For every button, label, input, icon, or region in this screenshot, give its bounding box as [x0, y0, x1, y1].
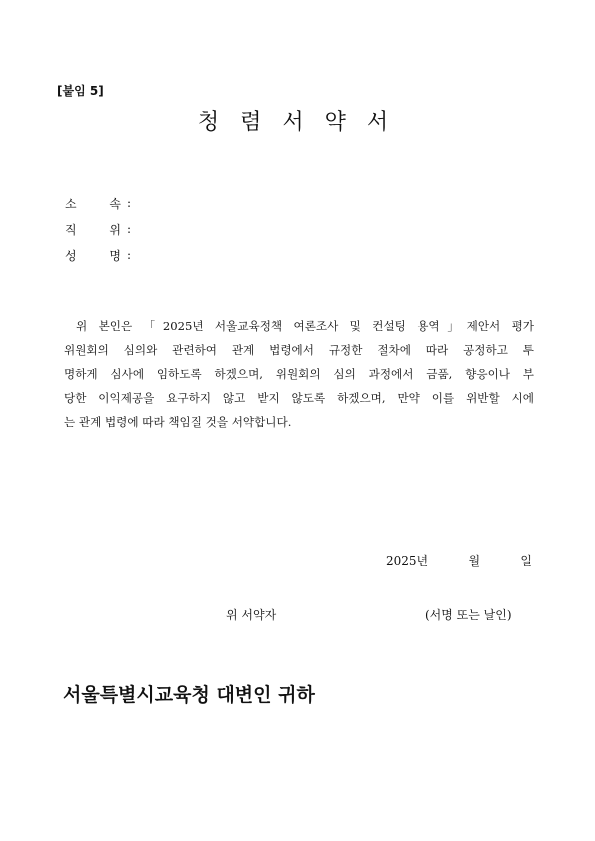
document-title: 청렴서약서 [197, 110, 410, 135]
pledge-line: 는 관계 법령에 따라 책임질 것을 서약합니다. [64, 415, 292, 429]
signer-label: 위 서약자 [226, 608, 277, 622]
field-position-colon: : [127, 222, 132, 236]
pledge-line: 명하게 심사에 임하도록 하겠으며, 위원회의 심의 과정에서 금품, 향응이나 부 [64, 367, 534, 381]
field-affiliation-label: 소 속 [65, 196, 121, 211]
date-day: 일 [520, 554, 532, 568]
date-year: 2025년 [386, 554, 429, 568]
field-affiliation [65, 190, 131, 216]
field-name-label: 성 명 [65, 248, 121, 263]
pledge-line: 위 본인은 「2025년 서울교육정책 여론조사 및 컨설팅 용역」제안서 평가 [76, 319, 534, 333]
field-position [65, 216, 131, 242]
signer-info-fields [65, 190, 131, 268]
field-name-colon: : [127, 248, 132, 262]
field-position-label: 직 위 [65, 222, 121, 237]
addressee: 서울특별시교육청 대변인 귀하 [63, 684, 315, 706]
pledge-line: 당한 이익제공을 요구하지 않고 받지 않도록 하겠으며, 만약 이를 위반할 시에 [64, 391, 534, 405]
pledge-body [64, 314, 534, 434]
pledge-line: 위원회의 심의와 관련하여 관계 법령에서 규정한 절차에 따라 공정하고 투 [64, 343, 534, 357]
field-affiliation-colon: : [127, 196, 132, 210]
attachment-label: [붙임 5] [57, 84, 104, 98]
date-month: 월 [468, 554, 481, 568]
field-name [65, 242, 131, 268]
date-line [386, 552, 532, 569]
signature-note: (서명 또는 날인) [425, 608, 512, 622]
